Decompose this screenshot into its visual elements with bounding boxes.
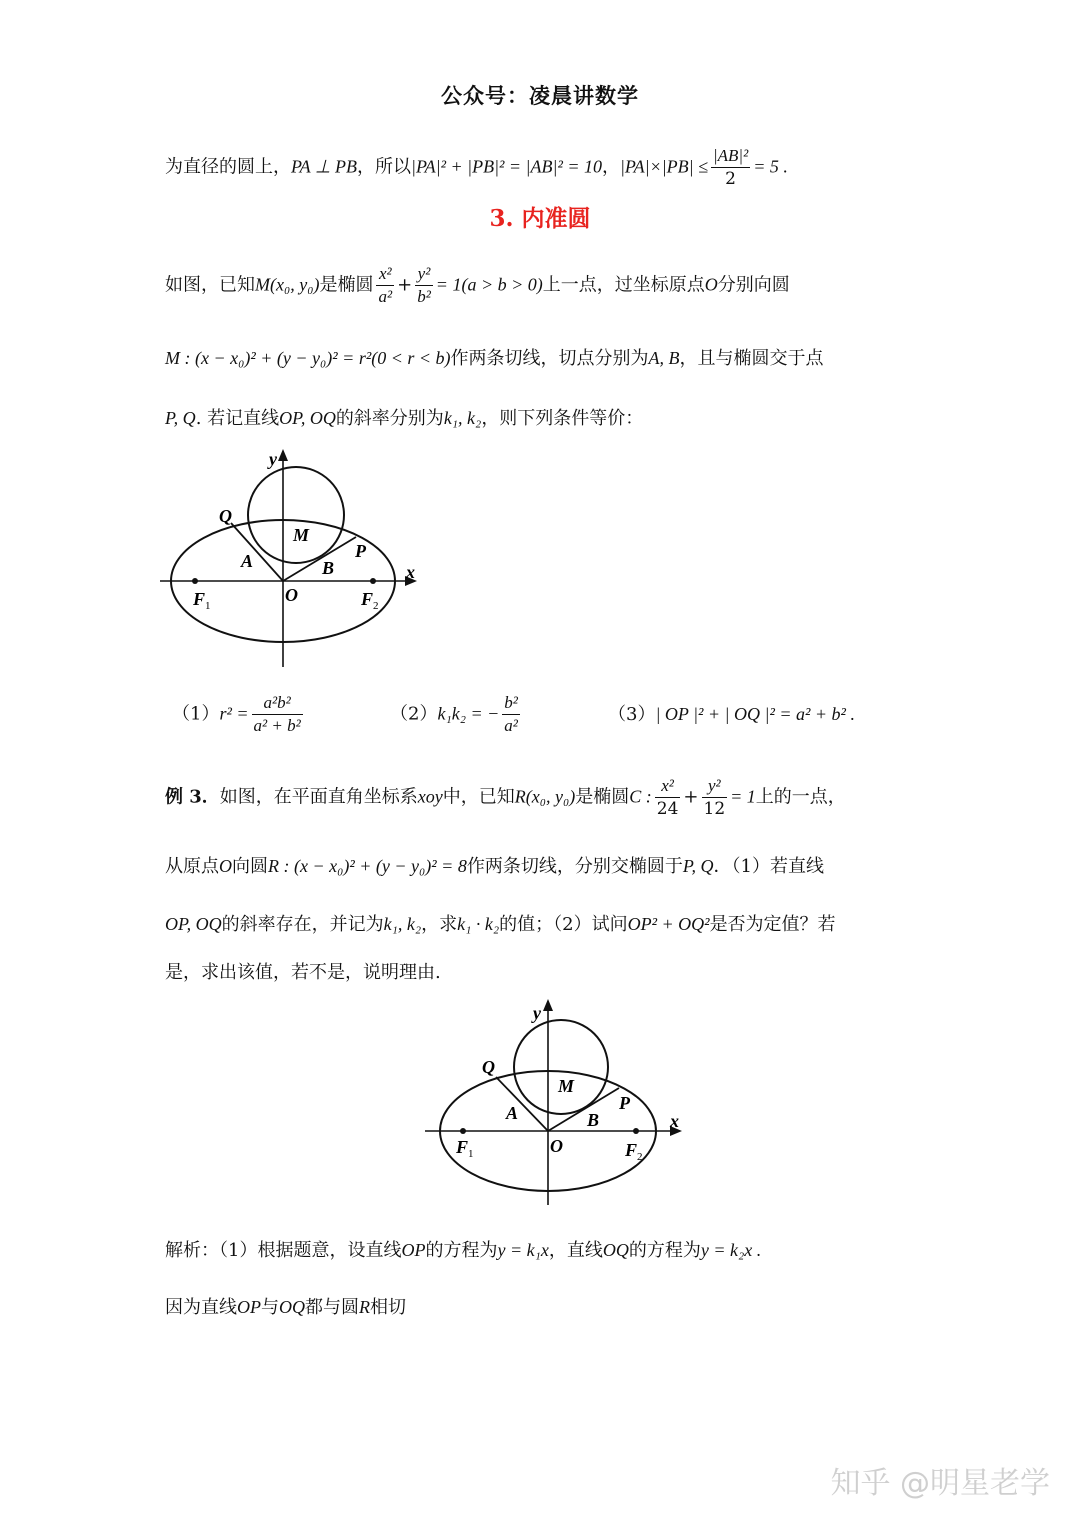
label-p: P — [355, 541, 366, 561]
label-m: M — [558, 1076, 575, 1096]
fraction: $\frac{\text{y²}}{12}$ — [703, 776, 726, 819]
label-x: x — [670, 1111, 679, 1131]
theorem-line-1: 如图，已知M(x₀, y₀)是椭圆 $\frac{\text{x²}}{\text{a²}}$ + $\frac{\text{y²}}{\text{b²}}$ = 1(a > b > 0)上一点，过坐标原点O分别向圆 — [165, 264, 790, 306]
label-f1-sub: 1 — [468, 1148, 474, 1160]
example-line-3: OP, OQ的斜率存在，并记为k₁, k₂，求k₁ · k₂的值；（2）试问OP² + OQ²是否为定值？若 — [165, 914, 836, 935]
fraction: $\frac{\text{x²}}{\text{a²}}$ — [378, 264, 393, 306]
label-o: O — [285, 585, 298, 605]
zhihu-watermark: 知乎 @明星老学 — [830, 1466, 1050, 1501]
y-axis-arrow — [278, 449, 288, 461]
label-b: B — [587, 1110, 600, 1130]
theorem-line-2: M : (x − x₀)² + (y − y₀)² = r²(0 < r < b)作两条切线，切点分别为A, B，且与椭圆交于点 — [165, 348, 824, 369]
fraction: $\frac{\text{x²}}{24}$ — [656, 776, 679, 819]
tangent-oq — [496, 1077, 548, 1131]
fraction: $\frac{\text{b²}}{\text{a²}}$ — [504, 693, 518, 735]
fraction: $\frac{\text{|AB|²}}{2}$ — [712, 146, 749, 189]
solution-line-2: 因为直线OP与OQ都与圆R相切 — [165, 1297, 406, 1318]
solution-line-1: 解析：（1）根据题意，设直线OP的方程为y = k₁x，直线OQ的方程为y = k₂x . — [165, 1240, 762, 1261]
label-o: O — [550, 1136, 563, 1156]
fraction: $\frac{\text{a²b²}}{\text{a² + b²}}$ — [253, 693, 301, 735]
label-a: A — [241, 551, 254, 571]
fraction: $\frac{\text{y²}}{\text{b²}}$ — [417, 264, 431, 306]
example-line-1: 例 3．如图，在平面直角坐标系xoy中，已知R(x₀, y₀)是椭圆C : $\frac{\text{x²}}{24}$ + $\frac{\text{y²}}{12}$ = 1上的一点， — [165, 776, 846, 819]
label-f2: F — [361, 589, 374, 609]
section-title: 3. 内准圆 — [489, 205, 591, 232]
condition-2: （2）k₁k₂ = − $\frac{\text{b²}}{\text{a²}}$ — [390, 693, 518, 735]
focus-f1-dot — [460, 1128, 466, 1134]
label-a: A — [506, 1103, 519, 1123]
label-x: x — [406, 562, 415, 582]
intro-line: 为直径的圆上，PA ⊥ PB，所以|PA|² + |PB|² = |AB|² = 10，|PA|×|PB| ≤ $\frac{\text{|AB|²}}{2}$ = 5 . — [165, 146, 788, 189]
condition-1: （1）r² = $\frac{\text{a²b²}}{\text{a² + b²}}$ — [172, 693, 301, 735]
theorem-line-3: P, Q. 若记直线OP, OQ的斜率分别为k₁, k₂，则下列条件等价： — [165, 408, 644, 429]
page-header-title: 公众号：凌晨讲数学 — [441, 83, 639, 108]
label-f1-sub: 1 — [205, 600, 211, 612]
example-line-4: 是，求出该值，若不是，说明理由. — [165, 962, 441, 983]
ellipse-diagram-1 — [155, 445, 435, 675]
circle-m — [514, 1020, 608, 1114]
label-b: B — [322, 558, 335, 578]
label-f2: F — [625, 1140, 638, 1160]
focus-f2-dot — [370, 578, 376, 584]
y-axis-arrow — [543, 999, 553, 1011]
label-f2-sub: 2 — [637, 1151, 643, 1163]
focus-f1-dot — [192, 578, 198, 584]
label-m: M — [293, 525, 310, 545]
focus-f2-dot — [633, 1128, 639, 1134]
label-q: Q — [482, 1057, 495, 1077]
tangent-oq — [231, 523, 283, 581]
example-line-2: 从原点O向圆R : (x − x₀)² + (y − y₀)² = 8作两条切线，分别交椭圆于P, Q．（1）若直线 — [165, 856, 824, 877]
label-y: y — [533, 1003, 541, 1023]
label-f1: F — [456, 1137, 469, 1157]
label-y: y — [269, 449, 277, 469]
circle-m — [248, 467, 344, 563]
label-f2-sub: 2 — [373, 600, 379, 612]
label-q: Q — [219, 506, 232, 526]
label-p: P — [619, 1093, 630, 1113]
ellipse-diagram-2 — [420, 995, 700, 1210]
condition-3: （3）| OP |² + | OQ |² = a² + b² . — [608, 704, 855, 725]
label-f1: F — [193, 589, 206, 609]
